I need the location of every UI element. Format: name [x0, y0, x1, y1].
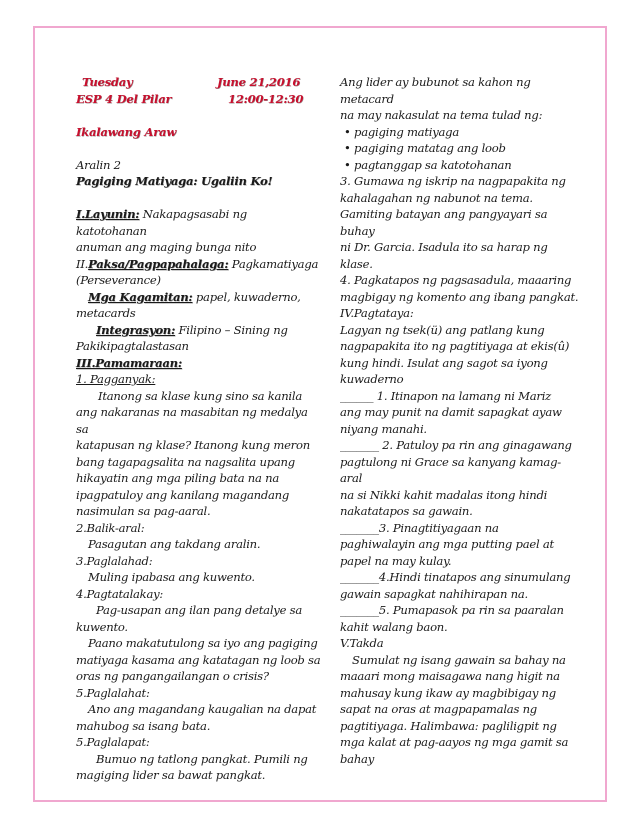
right-line: ang may punit na damit sapagkat ayaw — [340, 405, 562, 419]
paksa-prefix: II. — [76, 256, 89, 271]
right-line: na si Nikki kahit madalas itong hindi — [340, 487, 548, 502]
right-line: kung hindi. Isulat ang sagot sa iyong — [340, 355, 548, 370]
kagamitan-label: Mga Kagamitan: — [88, 289, 193, 304]
kagamitan-text-1: papel, kuwaderno, — [192, 289, 301, 304]
right-column — [340, 74, 580, 767]
procedure-line: oras ng pangangailangan o crisis? — [76, 669, 269, 683]
header-row-2 — [76, 91, 321, 108]
right-line: maaari mong maisagawa nang higit na — [340, 669, 560, 683]
lesson-title: Pagiging Matiyaga: Ugaliin Ko! — [76, 174, 273, 188]
right-line: IV.Pagtataya: — [340, 306, 414, 320]
kagamitan-line — [76, 289, 321, 306]
right-line: Ang lider ay bubunot sa kahon ng metacard — [340, 75, 531, 106]
layunin-text-2: anuman ang maging bunga nito — [76, 240, 257, 254]
integrasyon-line — [76, 322, 321, 339]
right-line: pagtitiyaga. Halimbawa: pagliligpit ng — [340, 718, 557, 733]
right-line: nagpapakita ito ng pagtitiyaga at ekis(û) — [340, 339, 570, 353]
right-line: ni Dr. Garcia. Isadula ito sa harap ng — [340, 240, 548, 254]
right-line: gawain sapagkat nahihirapan na. — [340, 586, 528, 601]
procedure-line: Paano makatutulong sa iyo ang pagiging — [88, 636, 318, 650]
right-line: 3. Gumawa ng iskrip na nagpapakita ng — [340, 174, 566, 188]
subject-text: ESP 4 Del Pilar — [76, 91, 172, 106]
procedure-line: Itanong sa klase kung sino sa kanila — [98, 388, 302, 403]
procedure-line: 5.Paglalahat: — [76, 685, 150, 700]
procedure-line: bang tagapagsalita na nagsalita upang — [76, 454, 295, 469]
procedure-line: mahubog sa isang bata. — [76, 718, 211, 733]
right-line: mga kalat at pag-aayos ng mga gamit sa — [340, 735, 569, 749]
right-line: Gamiting batayan ang pangyayari sa buhay — [340, 207, 548, 238]
day-label: Ikalawang Araw — [76, 124, 177, 139]
layunin-line — [76, 206, 321, 239]
integrasyon-text-2: Pakikipagtalastasan — [76, 339, 189, 353]
procedure-line: hikayatin ang mga piling bata na na — [76, 471, 279, 485]
procedure-line: 4.Pagtatalakay: — [76, 586, 164, 601]
right-line: pagtulong ni Grace sa kanyang kamag-aral — [340, 454, 561, 485]
procedure-line: Pag-usapan ang ilan pang detalye sa — [96, 603, 302, 617]
right-line: _______5. Pumapasok pa rin sa paaralan — [340, 603, 564, 617]
integrasyon-label: Integrasyon: — [96, 322, 176, 337]
right-line: kahit walang baon. — [340, 619, 448, 634]
right-line: _______ 2. Patuloy pa rin ang ginagawang — [340, 438, 572, 452]
right-line: 4. Pagkatapos ng pagsasadula, maaaring — [340, 273, 572, 287]
procedure-line: Muling ipabasa ang kuwento. — [88, 570, 255, 584]
right-line: sapat na oras at magpapamalas ng — [340, 702, 537, 716]
bullet-item: • pagtanggap sa katotohanan — [344, 157, 512, 172]
procedure-line: Bumuo ng tatlong pangkat. Pumili ng — [96, 751, 308, 766]
right-line: papel na may kulay. — [340, 553, 452, 568]
right-line: na may nakasulat na tema tulad ng: — [340, 108, 543, 122]
procedure-line: ang nakaranas na masabitan ng medalya sa — [76, 405, 308, 436]
procedure-line: 5.Paglalapat: — [76, 735, 150, 749]
day-text: Tuesday — [82, 75, 133, 89]
procedure-line: magiging lider sa bawat pangkat. — [76, 768, 266, 782]
date-text: June 21,2016 — [217, 75, 301, 89]
pamamaraan-label: III.Pamamaraan: — [76, 355, 182, 370]
procedure-line: Pasagutan ang takdang aralin. — [88, 537, 261, 551]
paksa-label: Paksa/Pagpapahalaga: — [88, 256, 229, 271]
paksa-text-2: (Perseverance) — [76, 273, 161, 287]
bullet-item: • pagiging matiyaga — [344, 124, 460, 139]
right-line: _______4.Hindi tinatapos ang sinumulang — [340, 570, 571, 584]
procedure-line: matiyaga kasama ang katatagan ng loob sa — [76, 652, 321, 667]
right-line: _______3. Pinagtitiyagaan na — [340, 520, 499, 535]
aralin-text: Aralin 2 — [76, 157, 121, 172]
procedure-line: 2.Balik-aral: — [76, 520, 145, 535]
right-line: magbigay ng komento ang ibang pangkat. — [340, 289, 579, 304]
kagamitan-text-2: metacards — [76, 306, 136, 320]
layunin-text-1: Nakapagsasabi ng katotohanan — [76, 207, 247, 238]
right-line: kahalagahan ng nabunot na tema. — [340, 190, 533, 205]
time-text: 12:00-12:30 — [228, 91, 304, 106]
right-line: V.Takda — [340, 636, 384, 650]
right-line: paghiwalayin ang mga putting pael at — [340, 537, 554, 551]
layunin-label: I.Layunin: — [76, 207, 140, 221]
procedure-line: nasimulan sa pag-aaral. — [76, 504, 211, 518]
procedure-line: kuwento. — [76, 619, 128, 634]
procedure-line: 3.Paglalahad: — [76, 553, 153, 568]
bullet-item: • pagiging matatag ang loob — [344, 141, 506, 155]
header-row-1 — [76, 74, 321, 91]
right-line: bahay — [340, 751, 375, 766]
integrasyon-text-1: Filipino – Sining ng — [175, 322, 288, 337]
right-line: niyang manahi. — [340, 421, 427, 436]
procedure-line: Ano ang magandang kaugalian na dapat — [88, 702, 317, 716]
right-line: nakatatapos sa gawain. — [340, 504, 473, 518]
paksa-line — [76, 256, 321, 273]
right-line: kuwaderno — [340, 372, 404, 386]
right-line: mahusay kung ikaw ay magbibigay ng — [340, 685, 556, 700]
left-column — [76, 74, 321, 784]
procedure-line: katapusan ng klase? Itanong kung meron — [76, 438, 310, 452]
right-line: klase. — [340, 256, 373, 271]
paksa-text-1: Pagkamatiyaga — [228, 256, 319, 271]
right-line: Lagyan ng tsek(ü) ang patlang kung — [340, 322, 545, 337]
procedure-line: 1. Pagganyak: — [76, 372, 156, 386]
right-line: ______ 1. Itinapon na lamang ni Mariz — [340, 388, 552, 403]
procedure-line: ipagpatuloy ang kanilang magandang — [76, 487, 290, 502]
right-line: Sumulat ng isang gawain sa bahay na — [352, 652, 566, 667]
